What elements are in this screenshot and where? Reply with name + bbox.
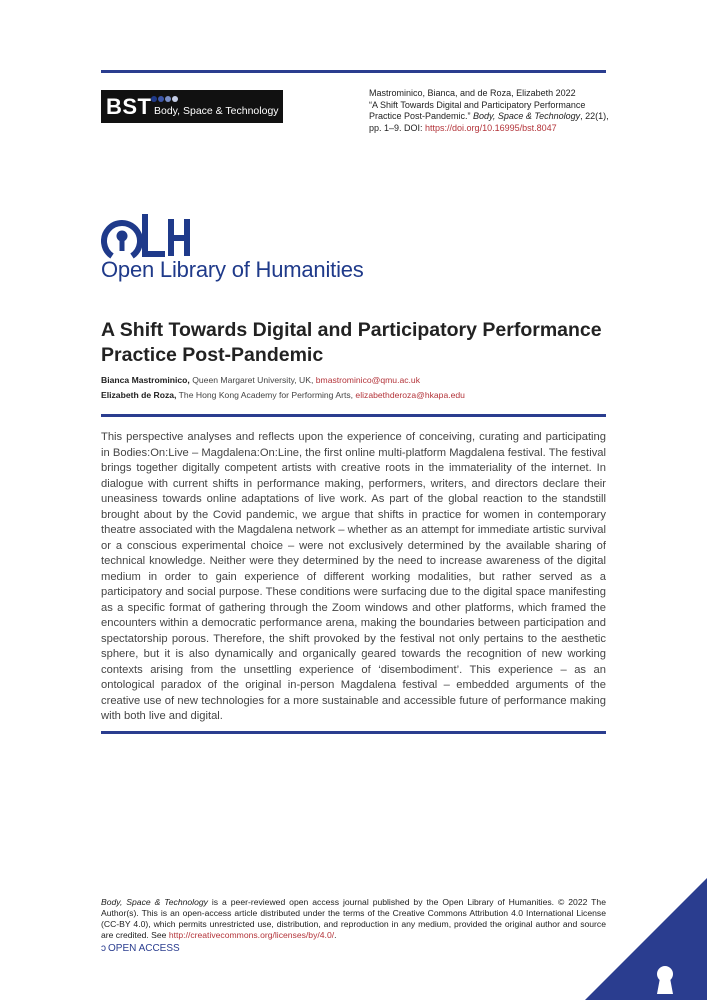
olh-mark-icon	[101, 214, 193, 260]
license-notice	[101, 897, 606, 941]
citation-text: pp. 1–9. DOI:	[369, 122, 426, 133]
citation-journal: Body, Space & Technology	[473, 111, 581, 121]
open-access-icon: ɔ	[101, 943, 106, 954]
publisher-name: Open Library of Humanities	[101, 257, 364, 282]
doi-link[interactable]: https://doi.org/10.16995/bst.8047	[425, 122, 557, 133]
logo-dot	[158, 96, 164, 102]
author-email-link[interactable]: elizabethderoza@hkapa.edu	[355, 390, 465, 400]
article-title: A Shift Towards Digital and Participatory Performance Practice Post-Pandemic	[101, 319, 602, 366]
abstract-top-rule	[101, 414, 606, 417]
citation-line: “A Shift Towards Digital and Participatory Performance	[369, 99, 586, 110]
journal-name: Body, Space & Technology	[154, 105, 279, 117]
journal-logo	[101, 90, 283, 123]
license-journal: Body, Space & Technology	[101, 897, 208, 907]
author-line	[101, 375, 420, 385]
publisher-logo	[101, 214, 364, 283]
logo-dot	[172, 96, 178, 102]
author-line	[101, 390, 465, 400]
abstract-bottom-rule	[101, 731, 606, 734]
open-access-badge	[101, 943, 180, 954]
logo-dot	[165, 96, 171, 102]
author-email-link[interactable]: bmastrominico@qmu.ac.uk	[315, 375, 421, 385]
author-name: Elizabeth de Roza,	[101, 390, 177, 400]
license-end: .	[334, 930, 337, 940]
author-name: Bianca Mastrominico,	[101, 375, 190, 385]
citation-line	[369, 123, 609, 135]
citation-text: , 22(1),	[580, 111, 609, 121]
license-text: is a peer-reviewed open access journal published by the Open Library of Humanities. © 2022 The Author(s). This is an open-access article distributed under the terms of the Creative Commons Attribution 4.0 International License (CC-BY 4.0), which permits unrestricted use, distribution, and reproduction in any medium, provided the original author and source are credited. See	[101, 897, 606, 940]
citation-line	[369, 111, 609, 123]
citation-block	[369, 88, 609, 134]
corner-keyhole-icon	[585, 878, 707, 1000]
top-rule	[101, 70, 606, 73]
author-affiliation: The Hong Kong Academy for Performing Arts,	[176, 390, 356, 400]
open-access-label: OPEN ACCESS	[108, 943, 180, 954]
journal-logo-dots	[151, 96, 178, 102]
citation-line: Mastrominico, Bianca, and de Roza, Elizabeth 2022	[369, 88, 576, 98]
abstract: This perspective analyses and reflects upon the experience of conceiving, curating and participating in Bodies:On:Live – Magdalena:On:Line, the first online multi-platform Magdalena festival. The festival brings together digitally competent artists with creative roots in the immateriality of the internet. In dialogue with current shifts in performance making, performers, writers, and directors declare their uneasiness towards online adaptations of live work. As part of the global reaction to the standstill brought about by the Covid pandemic, we argue that shifts in practice for women in contemporary theatre associated with the Magdalena network – whether as an attempt for immediate artistic survival or a conscious experimental choice – were not exclusively determined by the available sharing of technical knowledge. Neither were they determined by the need to increase awareness of the digital medium in order to gain experience of different working modalities, but rather served as a participatory and social purpose. These conditions were surfacing due to the digital space manifesting as a specific format of gathering through the Zoom windows and other platforms, which framed the encounters within a democratic performance arena, making the boundaries between participation and spectatorship porous. Therefore, the shift provoked by the festival not only pertains to the aesthetic sphere, but it is also dynamically and organically geared towards the recognition of new working contexts arising from the unsettling experience of ‘disembodiment’. This experience – as an ontological paradox of the original in-person Magdalena festival – embedded arguments of the creative use of new technologies for a more sustainable and accessible future of performance making with both live and digital.	[101, 431, 606, 722]
journal-abbr: BST	[106, 93, 152, 119]
license-link[interactable]: http://creativecommons.org/licenses/by/4.0/	[168, 930, 335, 940]
logo-dot	[151, 96, 157, 102]
author-affiliation: Queen Margaret University, UK,	[189, 375, 316, 385]
citation-text: Practice Post-Pandemic.”	[369, 111, 474, 121]
